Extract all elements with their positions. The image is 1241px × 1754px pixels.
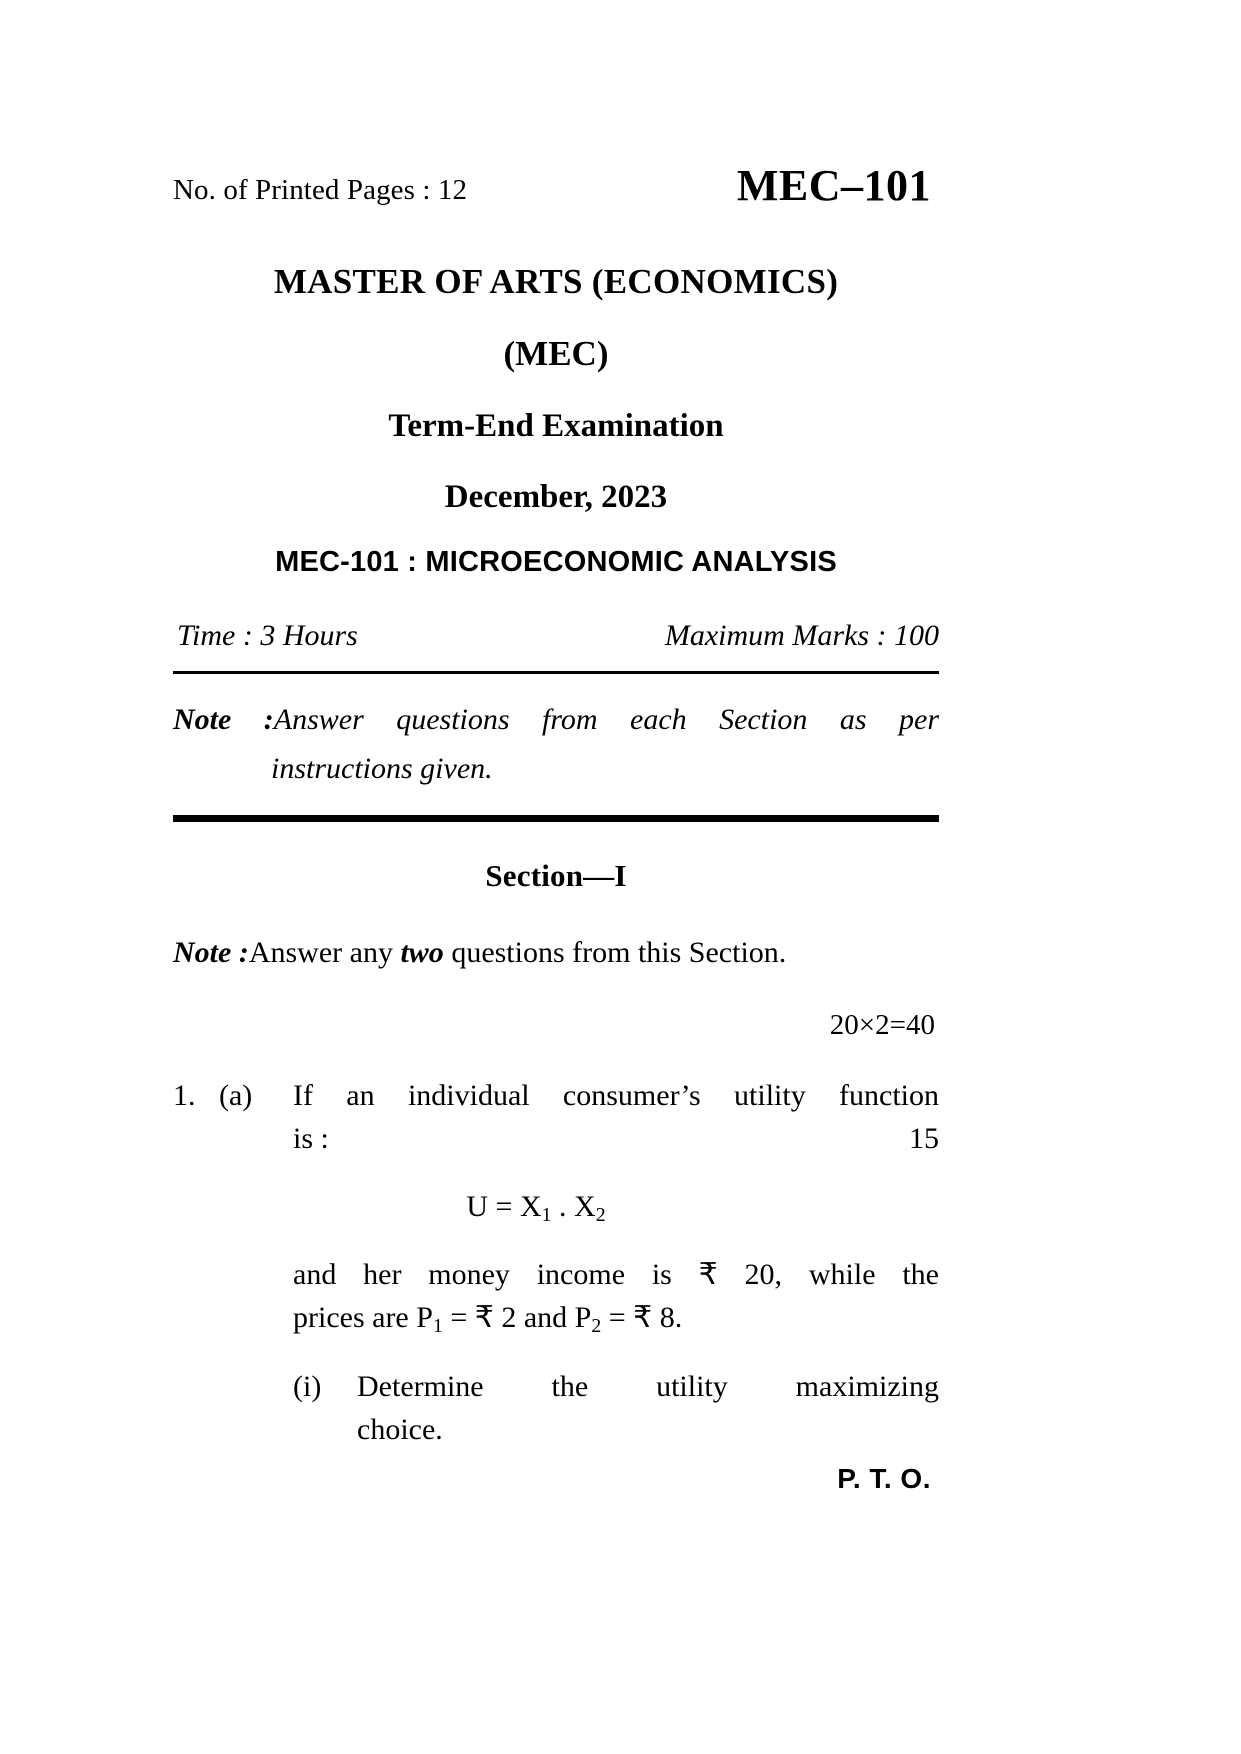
prices-text-a: prices are P — [293, 1301, 433, 1335]
question-1-stem-line-2 — [293, 1117, 939, 1160]
general-note-line-2: instructions given. — [271, 751, 493, 785]
question-1-stem-line-2-text: is : — [293, 1122, 329, 1156]
question-1-stem-line-1: If an individual consumer’s utility function — [293, 1079, 939, 1113]
price-subscript-1: 1 — [432, 1315, 443, 1338]
page-content — [173, 0, 939, 1451]
formula-u-term: U = X — [466, 1189, 542, 1223]
question-1-part-a-marks: 15 — [909, 1122, 939, 1156]
subpart-i-line-1: Determine the utility maximizing — [357, 1369, 939, 1403]
exam-info-row — [173, 619, 939, 659]
question-1-body-line-2 — [293, 1296, 939, 1340]
question-1-subpart-i — [293, 1365, 939, 1451]
section-note — [173, 930, 939, 975]
formula-subscript-2: 2 — [595, 1203, 606, 1226]
question-1-part-a-body — [293, 1074, 939, 1451]
subpart-i-body — [357, 1365, 939, 1451]
price-subscript-2: 2 — [591, 1315, 602, 1338]
printed-pages-label: No. of Printed Pages : 12 — [173, 174, 468, 206]
question-1-row — [173, 1074, 939, 1451]
programme-title: MASTER OF ARTS (ECONOMICS) — [273, 262, 839, 301]
question-1-number: 1. — [173, 1079, 196, 1113]
question-1-body-line-1: and her money income is ₹ 20, while the — [293, 1258, 939, 1291]
section-marks-formula: 20×2=40 — [829, 1009, 935, 1042]
prices-text-b: = ₹ 2 and P — [442, 1301, 592, 1335]
exam-maximum-marks: Maximum Marks : 100 — [664, 619, 939, 652]
programme-abbreviation: (MEC) — [503, 334, 609, 373]
prices-text-c: = ₹ 8. — [601, 1301, 683, 1335]
page-header — [173, 160, 939, 230]
general-note-label: Note : — [173, 703, 274, 736]
divider-rule-top — [173, 671, 939, 674]
examination-session: December, 2023 — [444, 479, 668, 515]
subpart-i-label: (i) — [293, 1369, 322, 1403]
page-turn-over-label: P. T. O. — [837, 1463, 931, 1494]
formula-subscript-1: 1 — [541, 1203, 552, 1226]
formula-dot-term: . X — [551, 1189, 596, 1223]
question-1-utility-formula — [293, 1185, 939, 1229]
page-footer — [173, 1455, 939, 1495]
divider-rule-double — [173, 815, 939, 822]
section-note-emphasis: two — [400, 936, 444, 970]
section-note-after: questions from this Section. — [443, 936, 787, 970]
question-1-part-a-label: (a) — [219, 1079, 253, 1113]
section-note-before: Answer any — [248, 936, 401, 970]
subpart-i-line-2: choice. — [357, 1412, 443, 1446]
question-1 — [173, 1074, 939, 1451]
course-code: MEC–101 — [736, 161, 931, 210]
section-heading: Section—I — [485, 858, 627, 894]
examination-type: Term-End Examination — [388, 408, 724, 444]
general-note-line-1: Answer questions from each Section as per — [273, 703, 939, 736]
subject-title: MEC-101 : MICROECONOMIC ANALYSIS — [275, 546, 837, 578]
exam-duration: Time : 3 Hours — [177, 619, 358, 652]
section-note-label: Note : — [173, 936, 249, 970]
general-note — [173, 696, 939, 793]
